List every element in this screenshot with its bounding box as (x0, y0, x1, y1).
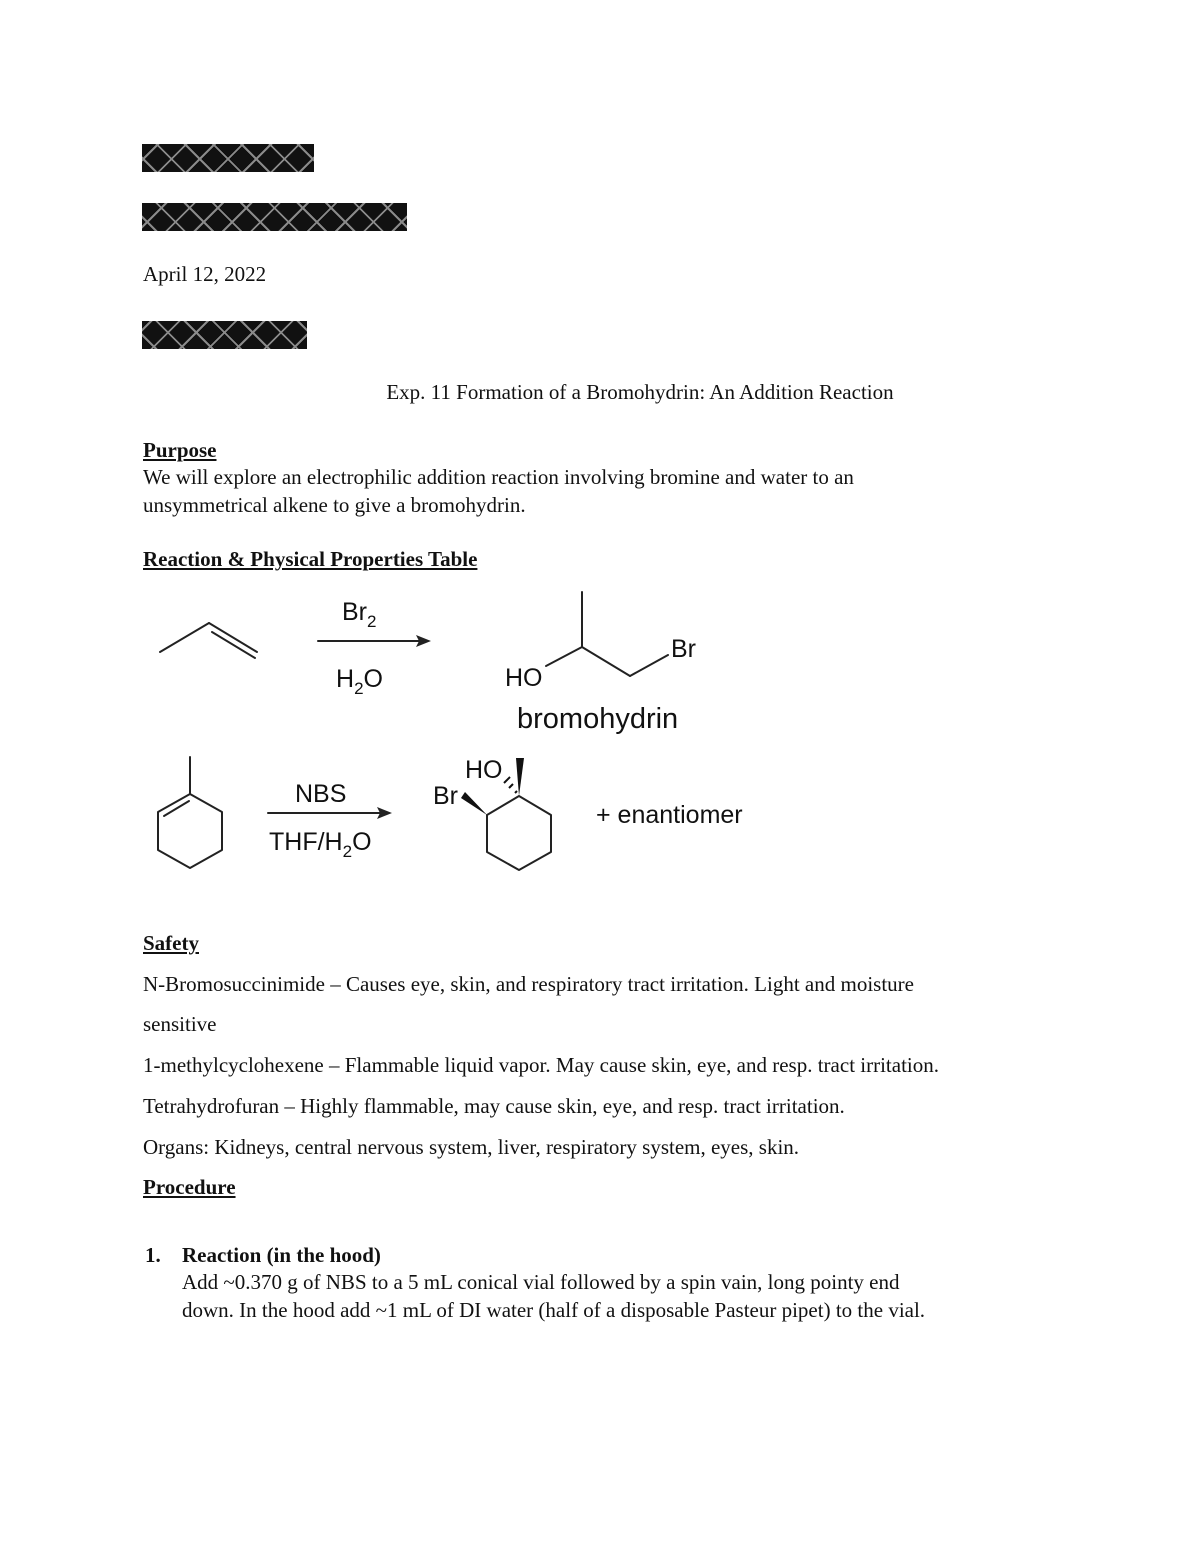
reagent-2-bottom: THF/$H_2O$ (269, 828, 372, 861)
redacted-partner (142, 321, 307, 349)
safety-line-2: sensitive (143, 1012, 217, 1036)
purpose-line-2: unsymmetrical alkene to give a bromohydrin. (143, 493, 526, 517)
product-2-ho-label: HO (465, 756, 503, 784)
methylcyclohexene-structure (158, 757, 222, 868)
reagent-2-top: NBS (295, 780, 347, 808)
product-1-ho-label: HO (505, 664, 543, 692)
procedure-step-title: Reaction (in the hood) (182, 1243, 381, 1267)
bromohydrin-cyclohexane-structure (487, 796, 551, 870)
procedure-heading: Procedure (143, 1175, 236, 1199)
hashed-bond-ho (504, 777, 517, 793)
reaction-heading: Reaction & Physical Properties Table (143, 547, 478, 571)
purpose-heading: Purpose (143, 438, 217, 462)
reaction-scheme (0, 580, 1200, 900)
redacted-name (142, 144, 314, 172)
safety-heading: Safety (143, 931, 199, 955)
product-2-note: + enantiomer (596, 801, 743, 829)
procedure-step-line-1: Add ~0.370 g of NBS to a 5 mL conical vial followed by a spin vain, long pointy end (182, 1270, 900, 1294)
safety-line-4: Tetrahydrofuran – Highly flammable, may cause skin, eye, and resp. tract irritation. (143, 1094, 845, 1118)
product-1-br-label: Br (671, 635, 696, 663)
purpose-line-1: We will explore an electrophilic addition reaction involving bromine and water to an (143, 465, 854, 489)
product-1-name: bromohydrin (517, 703, 679, 735)
reagent-1-top: $Br_2$ (342, 598, 377, 631)
redacted-course (142, 203, 407, 231)
wedge-bond-br (461, 792, 487, 815)
procedure-step-line-2: down. In the hood add ~1 mL of DI water (half of a disposable Pasteur pipet) to the vial. (182, 1298, 926, 1322)
propene-structure (160, 623, 257, 658)
product-2-br-label: Br (433, 782, 458, 810)
procedure-step-number: 1. (145, 1243, 161, 1267)
experiment-title: Exp. 11 Formation of a Bromohydrin: An Addition Reaction (386, 380, 894, 404)
document-date: April 12, 2022 (143, 262, 267, 286)
reagent-1-bottom: $H_2O$ (336, 665, 383, 698)
wedge-bond-methyl (516, 758, 524, 796)
safety-line-3: 1-methylcyclohexene – Flammable liquid vapor. May cause skin, eye, and resp. tract irritation. (143, 1053, 940, 1077)
safety-line-5: Organs: Kidneys, central nervous system, liver, respiratory system, eyes, skin. (143, 1135, 800, 1159)
safety-line-1: N-Bromosuccinimide – Causes eye, skin, and respiratory tract irritation. Light and moisture (143, 972, 914, 996)
bromohydrin-structure (546, 592, 668, 676)
